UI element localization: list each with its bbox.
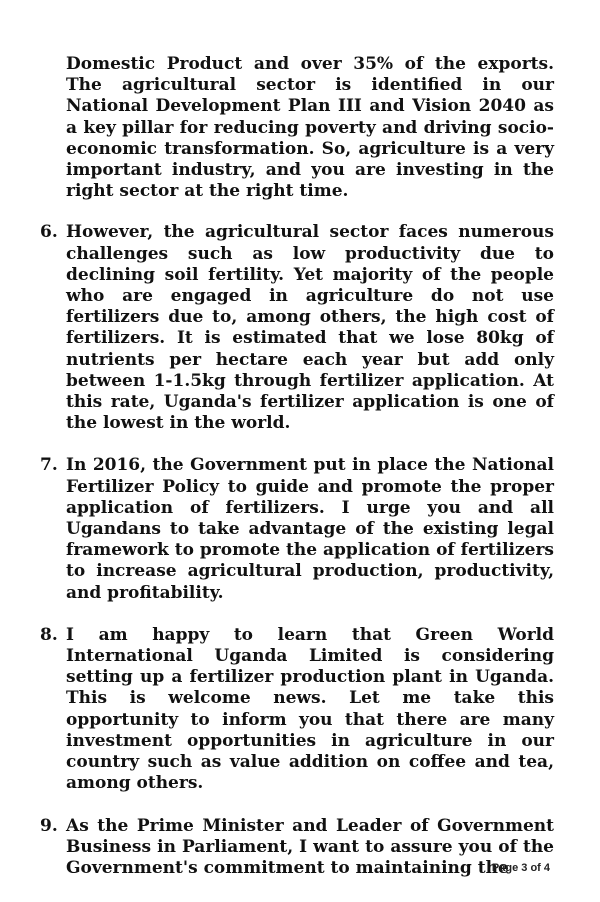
numbered-paragraph-9 (40, 816, 554, 880)
paragraph-text: However, the agricultural sector faces numerous challenges such as low productivity due to declining soil fertility. Yet majority of the people who are engaged in agriculture do not use fertilizers due to, among others, the high cost of fertilizers. It is estimated that we lose 80kg of nutrients per hectare each year but add only between 1-1.5kg through fertilizer application. At this rate, Uganda's fertilizer application is one of the lowest in the world. (66, 222, 554, 434)
paragraph-text: In 2016, the Government put in place the National Fertilizer Policy to guide and promote the proper application of fertilizers. I urge you and all Ugandans to take advantage of the existing legal framework to promote the application of fertilizers to increase agricultural production, productivity, and profitability. (66, 455, 554, 603)
paragraph-number: 6. (40, 222, 58, 243)
paragraph-text: As the Prime Minister and Leader of Government Business in Parliament, I want to assure you of the Government's commitment to maintaining the (66, 815, 554, 878)
paragraph-number: 8. (40, 624, 58, 645)
numbered-paragraph-7 (40, 455, 554, 603)
document-body (40, 54, 554, 900)
intro-paragraph: Domestic Product and over 35% of the exports. The agricultural sector is identified in our National Development Plan III and Vision 2040 as a key pillar for reducing poverty and driving socio-economic transformation. So, agriculture is a very important industry, and you are investing in the right sector at the right time. (66, 54, 554, 202)
numbered-paragraph-8 (40, 625, 554, 795)
paragraph-text: I am happy to learn that Green World International Uganda Limited is considering setting up a fertilizer production plant in Uganda. This is welcome news. Let me take this opportunity to inform you that there are many investment opportunities in agriculture in our country such as value addition on coffee and tea, among others. (66, 624, 554, 794)
paragraph-number: 7. (40, 455, 58, 476)
page-number: Page 3 of 4 (491, 862, 550, 874)
paragraph-number: 9. (40, 815, 58, 836)
numbered-paragraph-6 (40, 222, 554, 434)
